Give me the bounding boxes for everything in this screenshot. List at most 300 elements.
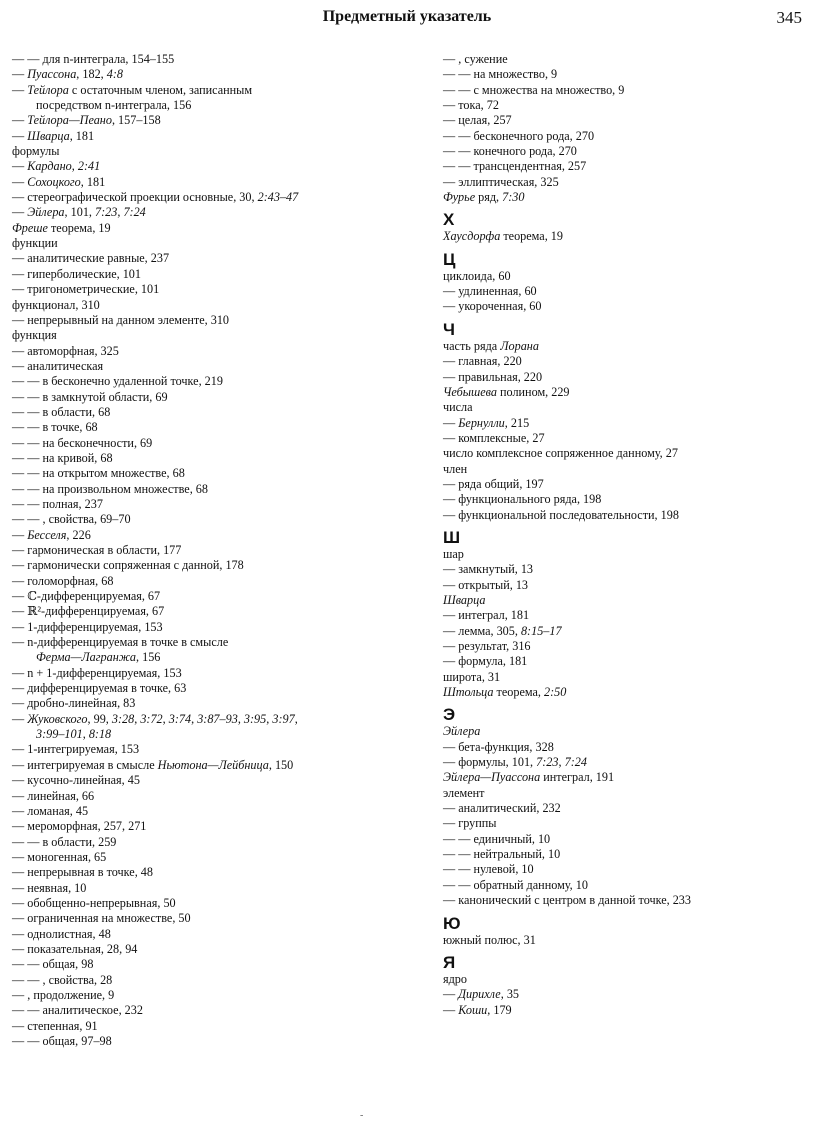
index-entry bbox=[443, 299, 807, 314]
index-entry-text: — — на бесконечности, 69 bbox=[12, 435, 153, 450]
index-entry bbox=[12, 267, 422, 282]
index-entry-text: — непрерывный на данном элементе, 310 bbox=[12, 312, 230, 327]
index-entry bbox=[443, 416, 807, 431]
index-entry bbox=[443, 508, 807, 523]
index-entry bbox=[12, 543, 422, 558]
index-entry bbox=[12, 988, 422, 1003]
index-entry-text: — формула, 181 bbox=[443, 654, 528, 669]
index-entry-text: — бета-функция, 328 bbox=[443, 739, 554, 754]
index-entry bbox=[443, 786, 807, 801]
index-entry bbox=[12, 589, 422, 604]
index-entry bbox=[12, 67, 422, 82]
index-entry-text: — гиперболические, 101 bbox=[12, 266, 141, 281]
index-entry-text: теорема, 19 bbox=[500, 229, 563, 244]
index-section-letter: Ш bbox=[443, 527, 461, 547]
index-entry-name: Шварца bbox=[443, 592, 486, 607]
index-entry-text: , bbox=[266, 711, 273, 726]
index-entry bbox=[443, 144, 807, 159]
index-entry bbox=[12, 144, 422, 159]
index-entry-text: — моногенная, 65 bbox=[12, 849, 107, 864]
index-entry-text: — bbox=[12, 527, 28, 542]
index-entry-text: — степенная, 91 bbox=[12, 1018, 98, 1033]
index-entry-text: — результат, 316 bbox=[443, 639, 531, 653]
index-entry-name: 7:23 bbox=[536, 755, 559, 770]
index-entry bbox=[12, 221, 422, 236]
index-entry-text: теорема, 19 bbox=[47, 220, 111, 235]
index-entry-text: циклоида, 60 bbox=[443, 268, 511, 283]
index-entry-text: — — для n-интеграла, 154–155 bbox=[12, 52, 175, 66]
index-entry bbox=[443, 670, 807, 685]
index-entry-text: — комплексные, 27 bbox=[443, 430, 545, 445]
index-entry-text: — — общая, 98 bbox=[12, 957, 94, 972]
index-entry-text: — n + 1-дифференцируемая, 153 bbox=[12, 665, 182, 680]
index-entry-text: — bbox=[12, 174, 28, 189]
index-entry-text: — — нейтральный, 10 bbox=[443, 847, 561, 862]
index-entry-text: — bbox=[12, 67, 28, 82]
index-entry bbox=[12, 681, 422, 696]
index-entry-text: — , продолжение, 9 bbox=[12, 987, 115, 1002]
index-entry-text: — аналитические равные, 237 bbox=[12, 251, 170, 266]
index-entry bbox=[12, 727, 422, 742]
index-entry bbox=[12, 313, 422, 328]
index-entry-text: — — на произвольном множестве, 68 bbox=[12, 481, 208, 496]
index-entry-text: с остаточным членом, записанным bbox=[68, 82, 253, 97]
index-entry-text: , bbox=[294, 711, 298, 726]
index-entry-text: , bbox=[134, 711, 141, 726]
index-entry bbox=[12, 666, 422, 681]
index-entry bbox=[443, 229, 807, 244]
index-entry bbox=[443, 847, 807, 862]
index-entry-text: элемент bbox=[443, 785, 485, 800]
index-entry bbox=[443, 385, 807, 400]
index-entry-text: — линейная, 66 bbox=[12, 788, 95, 803]
index-entry bbox=[443, 547, 807, 562]
index-entry-text: — главная, 220 bbox=[443, 354, 522, 369]
index-entry bbox=[12, 113, 422, 128]
index-entry bbox=[12, 1019, 422, 1034]
index-entry-text: — аналитическая bbox=[12, 358, 104, 373]
index-entry bbox=[12, 896, 422, 911]
index-entry-text: — мероморфная, 257, 271 bbox=[12, 819, 147, 834]
index-entry-text: — — нулевой, 10 bbox=[443, 862, 534, 877]
index-entry-text: — — обратный данному, 10 bbox=[443, 877, 588, 892]
index-entry bbox=[443, 878, 807, 893]
index-entry bbox=[443, 400, 807, 415]
index-entry bbox=[12, 604, 422, 619]
index-entry-text: ядро bbox=[443, 971, 467, 986]
index-entry-text: , 179 bbox=[487, 1002, 512, 1017]
index-entry-text: полином, 229 bbox=[496, 384, 570, 399]
index-entry bbox=[12, 819, 422, 834]
index-entry-name: Жуковского bbox=[27, 711, 88, 726]
index-entry-text: формулы bbox=[12, 144, 60, 159]
index-entry bbox=[12, 558, 422, 573]
index-entry bbox=[443, 462, 807, 477]
index-entry bbox=[443, 129, 807, 144]
index-entry-text: — канонический с центром в данной точке, 233 bbox=[443, 893, 691, 908]
index-entry-text: ряд, bbox=[475, 190, 503, 205]
index-section-letter: Ц bbox=[443, 249, 456, 269]
index-entry bbox=[12, 865, 422, 880]
footer-mark: - bbox=[360, 1110, 364, 1121]
index-entry-text: — правильная, 220 bbox=[443, 369, 543, 384]
index-entry bbox=[12, 159, 422, 174]
index-entry-name: 3:74 bbox=[168, 711, 192, 726]
index-entry-text: — — на множество, 9 bbox=[443, 67, 558, 82]
index-entry-text: , bbox=[82, 727, 89, 742]
index-entry bbox=[12, 635, 422, 650]
index-entry-text: — стереографической проекции основные, 30, bbox=[12, 190, 258, 205]
index-entry-text: , 181 bbox=[80, 174, 106, 189]
index-entry bbox=[443, 862, 807, 877]
index-entry-text: — дифференцируемая в точке, 63 bbox=[12, 681, 187, 696]
index-entry-text: — — конечного рода, 270 bbox=[443, 144, 577, 159]
index-entry-name: Фреше bbox=[12, 220, 48, 235]
index-entry-text: числа bbox=[443, 400, 473, 415]
index-entry-text: часть ряда bbox=[443, 338, 501, 353]
index-entry-text: — группы bbox=[443, 816, 497, 831]
index-entry-name: Пуассона bbox=[27, 67, 77, 82]
index-entry-text: интеграл, 191 bbox=[540, 770, 615, 785]
index-entry bbox=[443, 933, 807, 948]
index-entry bbox=[443, 339, 807, 354]
index-entry bbox=[12, 789, 422, 804]
index-section-letter: Х bbox=[443, 210, 455, 230]
index-entry bbox=[12, 175, 422, 190]
index-entry-text: — — общая, 97–98 bbox=[12, 1034, 112, 1048]
index-entry-name: 7:23 bbox=[95, 205, 118, 220]
index-entry-text: — — , свойства, 28 bbox=[12, 972, 113, 987]
index-entry-text: число комплексное сопряженное данному, 27 bbox=[443, 446, 678, 461]
index-entry bbox=[12, 1034, 422, 1049]
index-entry bbox=[12, 205, 422, 220]
index-entry-name: Ньютона—Лейбница bbox=[157, 757, 269, 772]
index-entry bbox=[12, 1003, 422, 1018]
index-entry bbox=[443, 477, 807, 492]
index-entry-text: , 157–158 bbox=[111, 113, 161, 128]
index-entry-text: , 99, bbox=[87, 711, 112, 726]
page-number: 345 bbox=[776, 8, 802, 27]
index-entry-name: Штольца bbox=[443, 685, 494, 700]
index-entry-text: — интегрируемая в смысле bbox=[12, 757, 158, 772]
index-entry-text: — — на открытом множестве, 68 bbox=[12, 466, 185, 481]
index-entry bbox=[12, 574, 422, 589]
index-entry-name: 2:43–47 bbox=[257, 190, 299, 205]
index-entry bbox=[443, 67, 807, 82]
index-entry bbox=[12, 942, 422, 957]
index-entry-text: — открытый, 13 bbox=[443, 577, 529, 592]
index-entry-text: — непрерывная в точке, 48 bbox=[12, 865, 153, 880]
index-entry-text: — bbox=[443, 1002, 459, 1017]
index-entry bbox=[443, 98, 807, 113]
index-entry-text: — аналитический, 232 bbox=[443, 801, 561, 816]
index-entry bbox=[12, 850, 422, 865]
index-entry-name: 2:41 bbox=[77, 159, 101, 174]
index-entry-text: , bbox=[162, 711, 169, 726]
index-entry-text: — bbox=[443, 987, 459, 1002]
index-entry bbox=[443, 608, 807, 623]
index-entry bbox=[443, 724, 807, 739]
index-entry bbox=[443, 284, 807, 299]
index-entry-name: Сохоцкого bbox=[27, 174, 81, 189]
index-section-letter: Ю bbox=[443, 913, 461, 933]
index-entry-text: функции bbox=[12, 236, 58, 251]
index-entry-text: — укороченная, 60 bbox=[443, 299, 542, 314]
index-entry-text: — тригонометрические, 101 bbox=[12, 282, 160, 297]
index-entry-text: — n-дифференцируемая в точке в смысле bbox=[12, 635, 229, 650]
index-entry-text: — — на кривой, 68 bbox=[12, 450, 113, 465]
index-entry bbox=[12, 466, 422, 481]
index-entry bbox=[12, 190, 422, 205]
index-entry bbox=[443, 816, 807, 831]
index-entry-text: шар bbox=[443, 546, 464, 561]
index-entry bbox=[12, 482, 422, 497]
index-entry-text: , bbox=[117, 205, 124, 220]
index-entry-text: — тока, 72 bbox=[443, 98, 499, 113]
index-entry-name: Бернулли bbox=[458, 415, 505, 430]
index-entry-name: Эйлера bbox=[27, 205, 65, 220]
index-entry-text: — bbox=[443, 415, 459, 430]
index-entry-text: — — бесконечного рода, 270 bbox=[443, 128, 595, 143]
index-entry-name: Коши bbox=[458, 1002, 488, 1017]
index-entry-name: 3:99–101 bbox=[36, 727, 83, 742]
index-entry-text: — функциональной последовательности, 198 bbox=[443, 507, 679, 522]
index-entry-text: — ряда общий, 197 bbox=[443, 476, 544, 491]
index-entry bbox=[443, 801, 807, 816]
index-entry bbox=[12, 620, 422, 635]
index-entry bbox=[443, 987, 807, 1002]
index-entry bbox=[443, 190, 807, 205]
index-entry bbox=[443, 113, 807, 128]
index-entry bbox=[12, 344, 422, 359]
index-entry-text: — ℝ²-дифференцируемая, 67 bbox=[12, 604, 165, 619]
index-entry-name: 8:18 bbox=[88, 727, 112, 742]
index-entry-text: — интеграл, 181 bbox=[443, 608, 530, 623]
index-entry bbox=[12, 405, 422, 420]
index-entry-text: — — с множества на множество, 9 bbox=[443, 82, 625, 97]
index-entry-text: — — в области, 68 bbox=[12, 404, 111, 419]
index-entry-text: , bbox=[237, 711, 244, 726]
index-entry-name: Хаусдорфа bbox=[443, 229, 501, 244]
index-entry-text: — bbox=[12, 711, 28, 726]
index-entry bbox=[443, 269, 807, 284]
index-column-left bbox=[12, 52, 422, 1049]
index-entry bbox=[443, 354, 807, 369]
index-entry bbox=[12, 973, 422, 988]
index-entry-text: , 182, bbox=[76, 67, 107, 82]
index-entry-text: — — в бесконечно удаленной точке, 219 bbox=[12, 374, 223, 389]
index-entry-text: южный полюс, 31 bbox=[443, 932, 536, 947]
index-entry bbox=[443, 431, 807, 446]
index-entry-name: Тейлора bbox=[27, 82, 69, 97]
index-entry-text: , bbox=[558, 755, 565, 770]
index-entry-text: — однолистная, 48 bbox=[12, 926, 111, 941]
index-entry-text: — лемма, 305, bbox=[443, 623, 521, 638]
index-entry-text: — — в точке, 68 bbox=[12, 420, 98, 435]
index-entry-name: 3:97 bbox=[272, 711, 295, 726]
index-entry bbox=[12, 927, 422, 942]
index-entry-name: 4:8 bbox=[106, 67, 124, 82]
index-entry bbox=[443, 562, 807, 577]
index-entry-text: — кусочно-линейная, 45 bbox=[12, 773, 140, 788]
index-entry bbox=[12, 83, 422, 98]
index-entry bbox=[443, 770, 807, 785]
index-entry-name: 3:87–93 bbox=[197, 711, 238, 726]
index-entry bbox=[12, 298, 422, 313]
index-entry bbox=[12, 451, 422, 466]
index-entry bbox=[12, 129, 422, 144]
index-entry-name: Кардано bbox=[27, 159, 72, 174]
index-entry bbox=[443, 685, 807, 700]
index-entry bbox=[443, 370, 807, 385]
index-entry bbox=[443, 446, 807, 461]
index-entry bbox=[12, 835, 422, 850]
index-entry-name: Тейлора—Пеано bbox=[27, 113, 112, 128]
index-entry-text: — ломаная, 45 bbox=[12, 803, 89, 818]
index-entry bbox=[443, 832, 807, 847]
index-entry-text: — дробно-линейная, 83 bbox=[12, 696, 136, 711]
index-entry bbox=[12, 528, 422, 543]
index-entry-name: Бесселя bbox=[27, 527, 67, 542]
index-entry bbox=[12, 328, 422, 343]
index-entry-name: 3:95 bbox=[243, 711, 267, 726]
index-entry-name: Эйлера—Пуассона bbox=[443, 770, 541, 785]
index-entry bbox=[12, 881, 422, 896]
index-entry-text: — bbox=[12, 82, 28, 97]
index-entry-text: — — аналитическое, 232 bbox=[12, 1003, 143, 1018]
index-entry bbox=[12, 52, 422, 67]
index-entry bbox=[443, 893, 807, 908]
index-entry bbox=[12, 359, 422, 374]
index-entry-text: — голоморфная, 68 bbox=[12, 573, 114, 588]
index-entry bbox=[12, 742, 422, 757]
index-section-letter: Ч bbox=[443, 319, 455, 339]
index-entry-text: — 1-интегрируемая, 153 bbox=[12, 742, 140, 757]
index-entry bbox=[443, 1003, 807, 1018]
index-entry bbox=[12, 911, 422, 926]
index-entry-text: — ℂ-дифференцируемая, 67 bbox=[12, 589, 161, 604]
index-entry-text: — ограниченная на множестве, 50 bbox=[12, 911, 191, 926]
index-section-letter: Я bbox=[443, 952, 456, 972]
index-entry-text: , 181 bbox=[69, 128, 95, 143]
index-entry bbox=[12, 497, 422, 512]
index-entry-text: посредством n-интеграла, 156 bbox=[36, 98, 192, 113]
index-column-right bbox=[443, 52, 807, 1018]
index-entry-text: широта, 31 bbox=[443, 669, 501, 684]
index-entry-text: , 150 bbox=[268, 757, 294, 772]
index-entry-text: — — , свойства, 69–70 bbox=[12, 512, 131, 527]
index-entry-text: — неявная, 10 bbox=[12, 880, 87, 895]
index-entry bbox=[443, 624, 807, 639]
index-entry-name: 3:72 bbox=[140, 711, 163, 726]
index-entry-text: , 156 bbox=[136, 650, 161, 665]
index-entry bbox=[443, 175, 807, 190]
index-entry-text: — bbox=[12, 128, 28, 143]
index-entry-text: , 35 bbox=[500, 987, 519, 1002]
index-entry-name: 7:30 bbox=[502, 190, 525, 205]
index-entry bbox=[12, 374, 422, 389]
index-entry-name: 7:24 bbox=[564, 755, 587, 770]
index-entry bbox=[443, 972, 807, 987]
index-entry-text: — bbox=[12, 205, 28, 220]
index-entry-name: 8:15–17 bbox=[520, 623, 562, 638]
index-entry-text: — 1-дифференцируемая, 153 bbox=[12, 619, 163, 634]
page-title: Предметный указатель bbox=[322, 8, 492, 25]
index-entry-text: — формулы, 101, bbox=[443, 755, 537, 770]
index-entry bbox=[443, 159, 807, 174]
index-entry-text: — показательная, 28, 94 bbox=[12, 941, 138, 956]
index-entry bbox=[12, 512, 422, 527]
index-entry bbox=[12, 236, 422, 251]
index-section-letter: Э bbox=[443, 705, 456, 725]
index-entry-text: — удлиненная, 60 bbox=[443, 284, 537, 299]
index-entry bbox=[12, 251, 422, 266]
index-entry bbox=[443, 593, 807, 608]
index-entry bbox=[443, 639, 807, 654]
index-entry-text: — автоморфная, 325 bbox=[12, 343, 119, 358]
index-entry bbox=[12, 282, 422, 297]
index-entry bbox=[12, 420, 422, 435]
index-entry bbox=[12, 957, 422, 972]
index-entry-text: — bbox=[12, 159, 28, 174]
index-entry-name: Фурье bbox=[443, 190, 476, 205]
index-entry-text: функционал, 310 bbox=[12, 297, 100, 312]
index-entry-text: — гармоническая в области, 177 bbox=[12, 543, 182, 557]
index-entry-text: — — в замкнутой области, 69 bbox=[12, 389, 168, 404]
index-entry bbox=[12, 436, 422, 451]
index-entry bbox=[443, 83, 807, 98]
index-entry-text: — обобщенно-непрерывная, 50 bbox=[12, 895, 176, 910]
index-entry bbox=[12, 390, 422, 405]
index-entry bbox=[12, 712, 422, 727]
index-entry bbox=[12, 98, 422, 113]
index-entry-text: , bbox=[71, 159, 78, 174]
index-entry-name: Ферма—Лагранжа bbox=[36, 650, 137, 665]
index-entry bbox=[443, 654, 807, 669]
index-entry-text: , 226 bbox=[66, 527, 91, 542]
index-entry-text: функция bbox=[12, 328, 57, 343]
index-entry-text: , 215 bbox=[504, 415, 530, 430]
index-entry bbox=[12, 804, 422, 819]
index-entry bbox=[443, 740, 807, 755]
index-entry-name: 2:50 bbox=[544, 685, 567, 700]
index-entry-text: — замкнутый, 13 bbox=[443, 562, 534, 577]
index-entry-name: Эйлера bbox=[443, 724, 481, 739]
index-entry bbox=[12, 758, 422, 773]
index-entry-name: Лорана bbox=[500, 338, 539, 353]
index-entry bbox=[443, 578, 807, 593]
index-entry-text: — — трансцендентная, 257 bbox=[443, 159, 587, 174]
index-entry-text: — — в области, 259 bbox=[12, 834, 117, 849]
index-entry-name: 7:24 bbox=[123, 205, 146, 220]
index-entry-text: , 101, bbox=[64, 205, 95, 220]
index-entry-text: — — полная, 237 bbox=[12, 496, 103, 511]
index-entry-text: — , сужение bbox=[443, 52, 508, 66]
index-entry-text: — эллиптическая, 325 bbox=[443, 174, 559, 189]
index-entry bbox=[12, 773, 422, 788]
index-entry bbox=[12, 650, 422, 665]
index-entry-text: — функционального ряда, 198 bbox=[443, 492, 602, 507]
index-entry-text: теорема, bbox=[493, 685, 545, 700]
index-entry-name: 3:28 bbox=[111, 711, 135, 726]
index-entry-name: Чебышева bbox=[443, 384, 497, 399]
index-entry bbox=[443, 492, 807, 507]
index-entry-name: Шварца bbox=[27, 128, 70, 143]
index-entry-text: — bbox=[12, 113, 28, 128]
index-entry-text: — — единичный, 10 bbox=[443, 831, 551, 846]
index-entry-text: — целая, 257 bbox=[443, 113, 512, 128]
index-entry-text: — гармонически сопряженная с данной, 178 bbox=[12, 558, 244, 573]
